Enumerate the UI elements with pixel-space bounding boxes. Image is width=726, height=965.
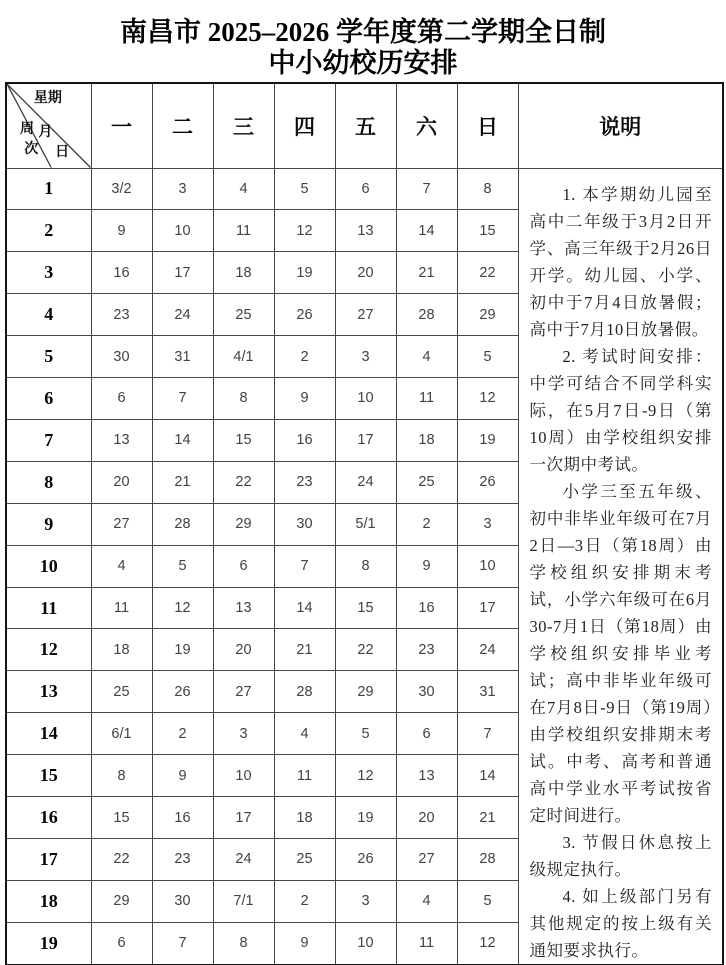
date-cell: 26 [152,671,213,713]
date-cell: 16 [396,587,457,629]
date-cell: 17 [152,252,213,294]
date-cell: 29 [457,294,518,336]
day-header: 二 [152,83,213,168]
date-cell: 31 [152,336,213,378]
calendar-body [6,168,723,965]
week-number: 17 [6,839,91,881]
note-paragraph: 3. 节假日休息按上级规定执行。 [529,832,712,879]
date-cell: 4 [213,168,274,210]
date-cell: 20 [91,461,152,503]
date-cell: 29 [91,880,152,922]
day-header: 四 [274,83,335,168]
date-cell: 22 [213,461,274,503]
date-cell: 25 [91,671,152,713]
date-cell: 9 [274,378,335,420]
date-cell: 22 [335,629,396,671]
date-cell: 12 [457,922,518,964]
date-cell: 20 [396,797,457,839]
date-cell: 14 [396,210,457,252]
date-cell: 21 [274,629,335,671]
date-cell: 11 [274,755,335,797]
date-cell: 24 [457,629,518,671]
date-cell: 12 [274,210,335,252]
corner-label-day: 日 [55,144,70,160]
date-cell: 2 [274,336,335,378]
date-cell: 3/2 [91,168,152,210]
date-cell: 15 [335,587,396,629]
note-paragraph: 4. 如上级部门另有其他规定的按上级有关通知要求执行。 [529,886,712,960]
date-cell: 30 [396,671,457,713]
date-cell: 14 [457,755,518,797]
week-number: 16 [6,797,91,839]
week-number: 8 [6,461,91,503]
date-cell: 18 [91,629,152,671]
date-cell: 15 [457,210,518,252]
date-cell: 4/1 [213,336,274,378]
date-cell: 4 [274,713,335,755]
date-cell: 8 [335,545,396,587]
week-number: 10 [6,545,91,587]
date-cell: 24 [335,461,396,503]
date-cell: 23 [274,461,335,503]
day-header: 五 [335,83,396,168]
date-cell: 12 [457,378,518,420]
date-cell: 3 [213,713,274,755]
date-cell: 10 [335,378,396,420]
date-cell: 17 [457,587,518,629]
date-cell: 6 [91,922,152,964]
date-cell: 30 [274,503,335,545]
date-cell: 4 [91,545,152,587]
date-cell: 5 [457,336,518,378]
date-cell: 16 [152,797,213,839]
date-cell: 3 [335,880,396,922]
date-cell: 7 [457,713,518,755]
date-cell: 15 [213,419,274,461]
date-cell: 19 [274,252,335,294]
date-cell: 13 [91,419,152,461]
date-cell: 5/1 [335,503,396,545]
date-cell: 26 [335,839,396,881]
date-cell: 7 [274,545,335,587]
date-cell: 5 [274,168,335,210]
date-cell: 6 [335,168,396,210]
corner-header-cell [6,83,91,168]
corner-label-week: 周 [20,122,35,138]
date-cell: 19 [152,629,213,671]
date-cell: 29 [335,671,396,713]
date-cell: 6 [213,545,274,587]
date-cell: 31 [457,671,518,713]
date-cell: 24 [213,839,274,881]
date-cell: 8 [213,378,274,420]
corner-label-weekday: 星期 [33,91,62,107]
day-header: 一 [91,83,152,168]
date-cell: 3 [335,336,396,378]
date-cell: 21 [152,461,213,503]
date-cell: 9 [91,210,152,252]
week-number: 19 [6,922,91,964]
title-line-2: 中小幼校历安排 [268,48,458,78]
date-cell: 20 [213,629,274,671]
week-number: 6 [6,378,91,420]
week-row [6,168,723,210]
date-cell: 11 [213,210,274,252]
date-cell: 7 [152,378,213,420]
date-cell: 28 [457,839,518,881]
week-number: 13 [6,671,91,713]
date-cell: 5 [335,713,396,755]
date-cell: 30 [91,336,152,378]
date-cell: 26 [457,461,518,503]
date-cell: 16 [91,252,152,294]
date-cell: 6 [396,713,457,755]
date-cell: 13 [335,210,396,252]
week-number: 15 [6,755,91,797]
corner-label-month: 月 [38,124,53,140]
date-cell: 19 [335,797,396,839]
date-cell: 13 [396,755,457,797]
date-cell: 21 [457,797,518,839]
date-cell: 26 [274,294,335,336]
date-cell: 23 [152,839,213,881]
date-cell: 13 [213,587,274,629]
date-cell: 9 [274,922,335,964]
date-cell: 9 [152,755,213,797]
date-cell: 2 [274,880,335,922]
document-title [0,0,726,79]
date-cell: 17 [335,419,396,461]
week-number: 14 [6,713,91,755]
date-cell: 28 [152,503,213,545]
date-cell: 12 [152,587,213,629]
date-cell: 29 [213,503,274,545]
date-cell: 11 [91,587,152,629]
date-cell: 10 [213,755,274,797]
date-cell: 19 [457,419,518,461]
note-paragraph: 小学三至五年级、初中非毕业年级可在7月2日—3日（第18周）由学校组织安排期末考试，小学六年级可在6月30-7月1日（第18周）由学校组织安排毕业考试；高中非毕业年级可在7月8日-9日（第19周）由学校组织安排期末考试。中考、高考和普通高中学业水平考试按省定时间进行。 [529,481,712,825]
day-header: 三 [213,83,274,168]
date-cell: 9 [396,545,457,587]
date-cell: 27 [335,294,396,336]
date-cell: 14 [152,419,213,461]
corner-label-number: 次 [24,142,39,158]
date-cell: 24 [152,294,213,336]
date-cell: 18 [396,419,457,461]
date-cell: 25 [396,461,457,503]
date-cell: 3 [457,503,518,545]
date-cell: 2 [396,503,457,545]
date-cell: 15 [91,797,152,839]
week-number: 5 [6,336,91,378]
date-cell: 8 [213,922,274,964]
date-cell: 4 [396,336,457,378]
date-cell: 8 [91,755,152,797]
date-cell: 2 [152,713,213,755]
date-cell: 14 [274,587,335,629]
date-cell: 21 [396,252,457,294]
date-cell: 22 [457,252,518,294]
date-cell: 3 [152,168,213,210]
notes-header: 说明 [518,83,723,168]
note-paragraph: 1. 本学期幼儿园至高中二年级于3月2日开学、高三年级于2月26日开学。幼儿园、小学、初中于7月4日放暑假；高中于7月10日放暑假。 [529,184,712,339]
date-cell: 7 [152,922,213,964]
date-cell: 7 [396,168,457,210]
date-cell: 30 [152,880,213,922]
day-header: 六 [396,83,457,168]
title-line-1: 南昌市 2025–2026 学年度第二学期全日制 [120,17,606,47]
date-cell: 10 [335,922,396,964]
calendar-table [5,82,724,965]
date-cell: 18 [274,797,335,839]
date-cell: 10 [152,210,213,252]
date-cell: 27 [396,839,457,881]
week-number: 9 [6,503,91,545]
date-cell: 23 [91,294,152,336]
date-cell: 7/1 [213,880,274,922]
week-number: 7 [6,419,91,461]
date-cell: 8 [457,168,518,210]
week-number: 18 [6,880,91,922]
date-cell: 27 [91,503,152,545]
date-cell: 25 [274,839,335,881]
date-cell: 22 [91,839,152,881]
date-cell: 6/1 [91,713,152,755]
date-cell: 11 [396,922,457,964]
week-number: 2 [6,210,91,252]
date-cell: 27 [213,671,274,713]
date-cell: 10 [457,545,518,587]
date-cell: 12 [335,755,396,797]
date-cell: 6 [91,378,152,420]
header-row [6,83,723,168]
date-cell: 5 [457,880,518,922]
date-cell: 4 [396,880,457,922]
date-cell: 16 [274,419,335,461]
notes-cell [518,168,723,965]
week-number: 3 [6,252,91,294]
date-cell: 23 [396,629,457,671]
date-cell: 28 [274,671,335,713]
date-cell: 5 [152,545,213,587]
week-number: 1 [6,168,91,210]
date-cell: 18 [213,252,274,294]
date-cell: 25 [213,294,274,336]
week-number: 11 [6,587,91,629]
date-cell: 11 [396,378,457,420]
day-header: 日 [457,83,518,168]
date-cell: 28 [396,294,457,336]
week-number: 4 [6,294,91,336]
week-number: 12 [6,629,91,671]
date-cell: 20 [335,252,396,294]
note-paragraph: 2. 考试时间安排：中学可结合不同学科实际，在5月7日-9日（第10周）由学校组织安排一次期中考试。 [529,346,712,474]
date-cell: 17 [213,797,274,839]
